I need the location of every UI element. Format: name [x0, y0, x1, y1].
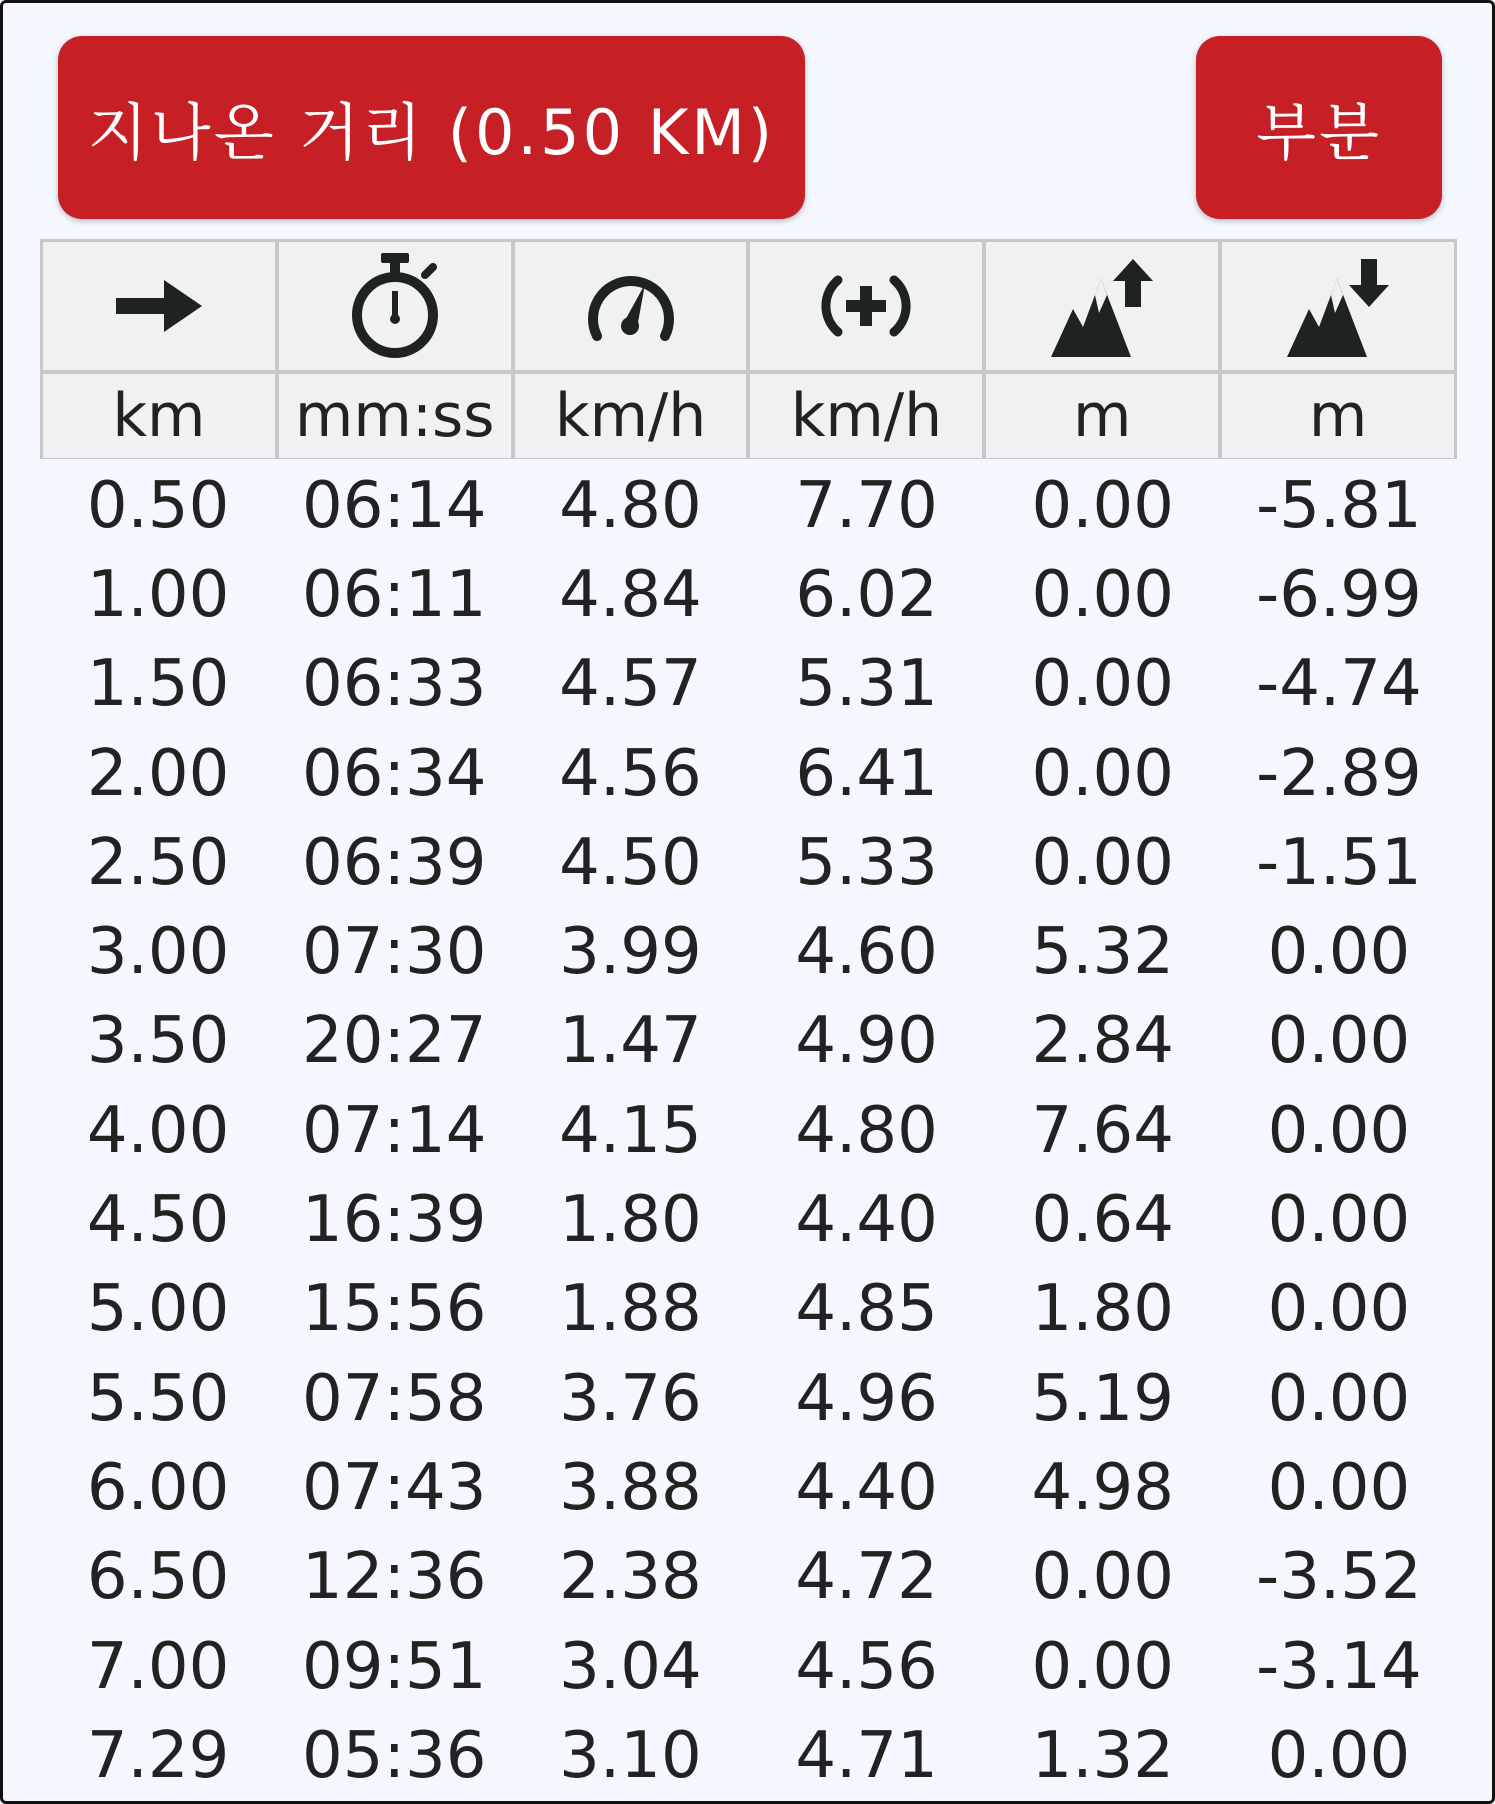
- cell-descent: -3.52: [1256, 1540, 1422, 1615]
- cell-descent: -3.14: [1256, 1629, 1422, 1704]
- table-row[interactable]: [40, 1265, 1457, 1354]
- cell-ascent: 4.98: [1031, 1450, 1174, 1525]
- speedometer-icon: [583, 266, 679, 346]
- cell-avg-speed: 4.80: [559, 468, 702, 543]
- table-row[interactable]: [40, 1533, 1457, 1622]
- cell-avg-speed: 3.10: [559, 1718, 702, 1793]
- cell-time: 20:27: [302, 1004, 487, 1079]
- table-row[interactable]: [40, 1711, 1457, 1800]
- cell-avg-speed: 3.04: [559, 1629, 702, 1704]
- unit-label-distance: km: [43, 374, 275, 458]
- cell-descent: -1.51: [1256, 825, 1422, 900]
- column-header-distance[interactable]: [43, 242, 275, 370]
- cell-ascent: 1.32: [1031, 1718, 1174, 1793]
- cell-descent: 0.00: [1267, 1272, 1411, 1347]
- elevation-loss-icon: [1283, 251, 1393, 361]
- cell-distance: 4.50: [86, 1183, 230, 1258]
- cell-descent: 0.00: [1267, 915, 1411, 990]
- cell-distance: 5.00: [86, 1272, 230, 1347]
- cell-avg-speed: 1.80: [559, 1183, 702, 1258]
- cell-max-speed: 6.41: [795, 736, 938, 811]
- cell-avg-speed: 3.88: [559, 1450, 702, 1525]
- cell-ascent: 1.80: [1031, 1272, 1174, 1347]
- cell-descent: -4.74: [1256, 647, 1422, 722]
- cell-max-speed: 4.71: [795, 1718, 938, 1793]
- column-header-time[interactable]: [279, 242, 511, 370]
- cell-max-speed: 6.02: [795, 557, 938, 632]
- cell-distance: 4.00: [86, 1093, 230, 1168]
- cell-max-speed: 4.96: [795, 1361, 938, 1436]
- cell-descent: 0.00: [1267, 1450, 1411, 1525]
- cell-descent: 0.00: [1267, 1718, 1411, 1793]
- unit-label-ascent: m: [986, 374, 1218, 458]
- cell-distance: 1.00: [86, 557, 230, 632]
- cell-ascent: 0.00: [1031, 647, 1174, 722]
- cell-max-speed: 4.40: [795, 1183, 938, 1258]
- column-header-ascent[interactable]: [986, 242, 1218, 370]
- cell-ascent: 0.00: [1031, 468, 1174, 543]
- table-row[interactable]: [40, 461, 1457, 550]
- cell-time: 12:36: [302, 1540, 487, 1615]
- cell-distance: 0.50: [86, 468, 230, 543]
- cell-descent: 0.00: [1267, 1093, 1411, 1168]
- cell-descent: -5.81: [1256, 468, 1422, 543]
- column-header-descent[interactable]: [1222, 242, 1454, 370]
- cell-time: 06:11: [302, 557, 487, 632]
- cell-avg-speed: 3.99: [559, 915, 702, 990]
- unit-label-descent: m: [1222, 374, 1454, 458]
- cell-max-speed: 7.70: [795, 468, 938, 543]
- cell-time: 06:39: [302, 825, 487, 900]
- cell-max-speed: 4.56: [795, 1629, 938, 1704]
- cell-distance: 1.50: [86, 647, 230, 722]
- table-header: [40, 239, 1457, 459]
- stopwatch-icon: [347, 251, 443, 361]
- table-row[interactable]: [40, 997, 1457, 1086]
- unit-label-avg-speed: km/h: [515, 374, 747, 458]
- cell-max-speed: 4.80: [795, 1093, 938, 1168]
- cell-max-speed: 4.60: [795, 915, 938, 990]
- cell-max-speed: 5.33: [795, 825, 938, 900]
- partial-button[interactable]: 부분: [1196, 36, 1442, 219]
- column-header-avg-speed[interactable]: [515, 242, 747, 370]
- cell-distance: 3.00: [86, 915, 230, 990]
- cell-distance: 7.00: [86, 1629, 230, 1704]
- table-row[interactable]: [40, 550, 1457, 639]
- cell-avg-speed: 4.50: [559, 825, 702, 900]
- cell-ascent: 0.00: [1031, 1540, 1174, 1615]
- cell-avg-speed: 4.15: [559, 1093, 702, 1168]
- cell-distance: 3.50: [86, 1004, 230, 1079]
- cell-time: 05:36: [302, 1718, 487, 1793]
- cell-avg-speed: 4.56: [559, 736, 702, 811]
- cell-time: 06:33: [302, 647, 487, 722]
- cell-distance: 2.50: [86, 825, 230, 900]
- cell-ascent: 0.00: [1031, 825, 1174, 900]
- cell-ascent: 0.64: [1031, 1183, 1174, 1258]
- table-row[interactable]: [40, 729, 1457, 818]
- cell-distance: 6.50: [86, 1540, 230, 1615]
- elevation-gain-icon: [1047, 251, 1157, 361]
- cell-time: 09:51: [302, 1629, 487, 1704]
- cell-avg-speed: 1.47: [559, 1004, 702, 1079]
- table-row[interactable]: [40, 818, 1457, 907]
- cell-ascent: 5.32: [1031, 915, 1174, 990]
- cell-avg-speed: 1.88: [559, 1272, 702, 1347]
- cell-avg-speed: 4.84: [559, 557, 702, 632]
- cell-time: 16:39: [302, 1183, 487, 1258]
- table-row[interactable]: [40, 1354, 1457, 1443]
- cell-descent: -6.99: [1256, 557, 1422, 632]
- cell-time: 15:56: [302, 1272, 487, 1347]
- cell-time: 06:14: [302, 468, 487, 543]
- cell-avg-speed: 2.38: [559, 1540, 702, 1615]
- cell-distance: 5.50: [86, 1361, 230, 1436]
- table-row[interactable]: [40, 907, 1457, 996]
- cell-ascent: 0.00: [1031, 557, 1174, 632]
- split-rows: [40, 461, 1457, 1800]
- cell-descent: -2.89: [1256, 736, 1422, 811]
- cell-ascent: 2.84: [1031, 1004, 1174, 1079]
- column-header-max-speed[interactable]: [750, 242, 982, 370]
- cell-distance: 6.00: [86, 1450, 230, 1525]
- table-row[interactable]: [40, 1175, 1457, 1264]
- cell-distance: 2.00: [86, 736, 230, 811]
- cell-max-speed: 4.85: [795, 1272, 938, 1347]
- cell-ascent: 7.64: [1031, 1093, 1174, 1168]
- table-row[interactable]: [40, 1086, 1457, 1175]
- cell-max-speed: 5.31: [795, 647, 938, 722]
- cell-ascent: 0.00: [1031, 736, 1174, 811]
- cell-avg-speed: 3.76: [559, 1361, 702, 1436]
- cell-time: 07:30: [302, 915, 487, 990]
- cell-descent: 0.00: [1267, 1361, 1411, 1436]
- cell-time: 07:43: [302, 1450, 487, 1525]
- unit-label-max-speed: km/h: [750, 374, 982, 458]
- table-row[interactable]: [40, 640, 1457, 729]
- distance-interval-button[interactable]: 지나온 거리 (0.50 KM): [58, 36, 805, 219]
- cell-ascent: 0.00: [1031, 1629, 1174, 1704]
- cell-descent: 0.00: [1267, 1004, 1411, 1079]
- cell-time: 07:58: [302, 1361, 487, 1436]
- cell-max-speed: 4.40: [795, 1450, 938, 1525]
- table-row[interactable]: [40, 1622, 1457, 1711]
- max-speed-icon: [818, 266, 914, 346]
- table-row[interactable]: [40, 1443, 1457, 1532]
- cell-ascent: 5.19: [1031, 1361, 1174, 1436]
- cell-descent: 0.00: [1267, 1183, 1411, 1258]
- unit-label-time: mm:ss: [279, 374, 511, 458]
- cell-avg-speed: 4.57: [559, 647, 702, 722]
- cell-max-speed: 4.90: [795, 1004, 938, 1079]
- arrow-right-icon: [114, 276, 204, 336]
- cell-max-speed: 4.72: [795, 1540, 938, 1615]
- cell-time: 07:14: [302, 1093, 487, 1168]
- cell-distance: 7.29: [86, 1718, 230, 1793]
- cell-time: 06:34: [302, 736, 487, 811]
